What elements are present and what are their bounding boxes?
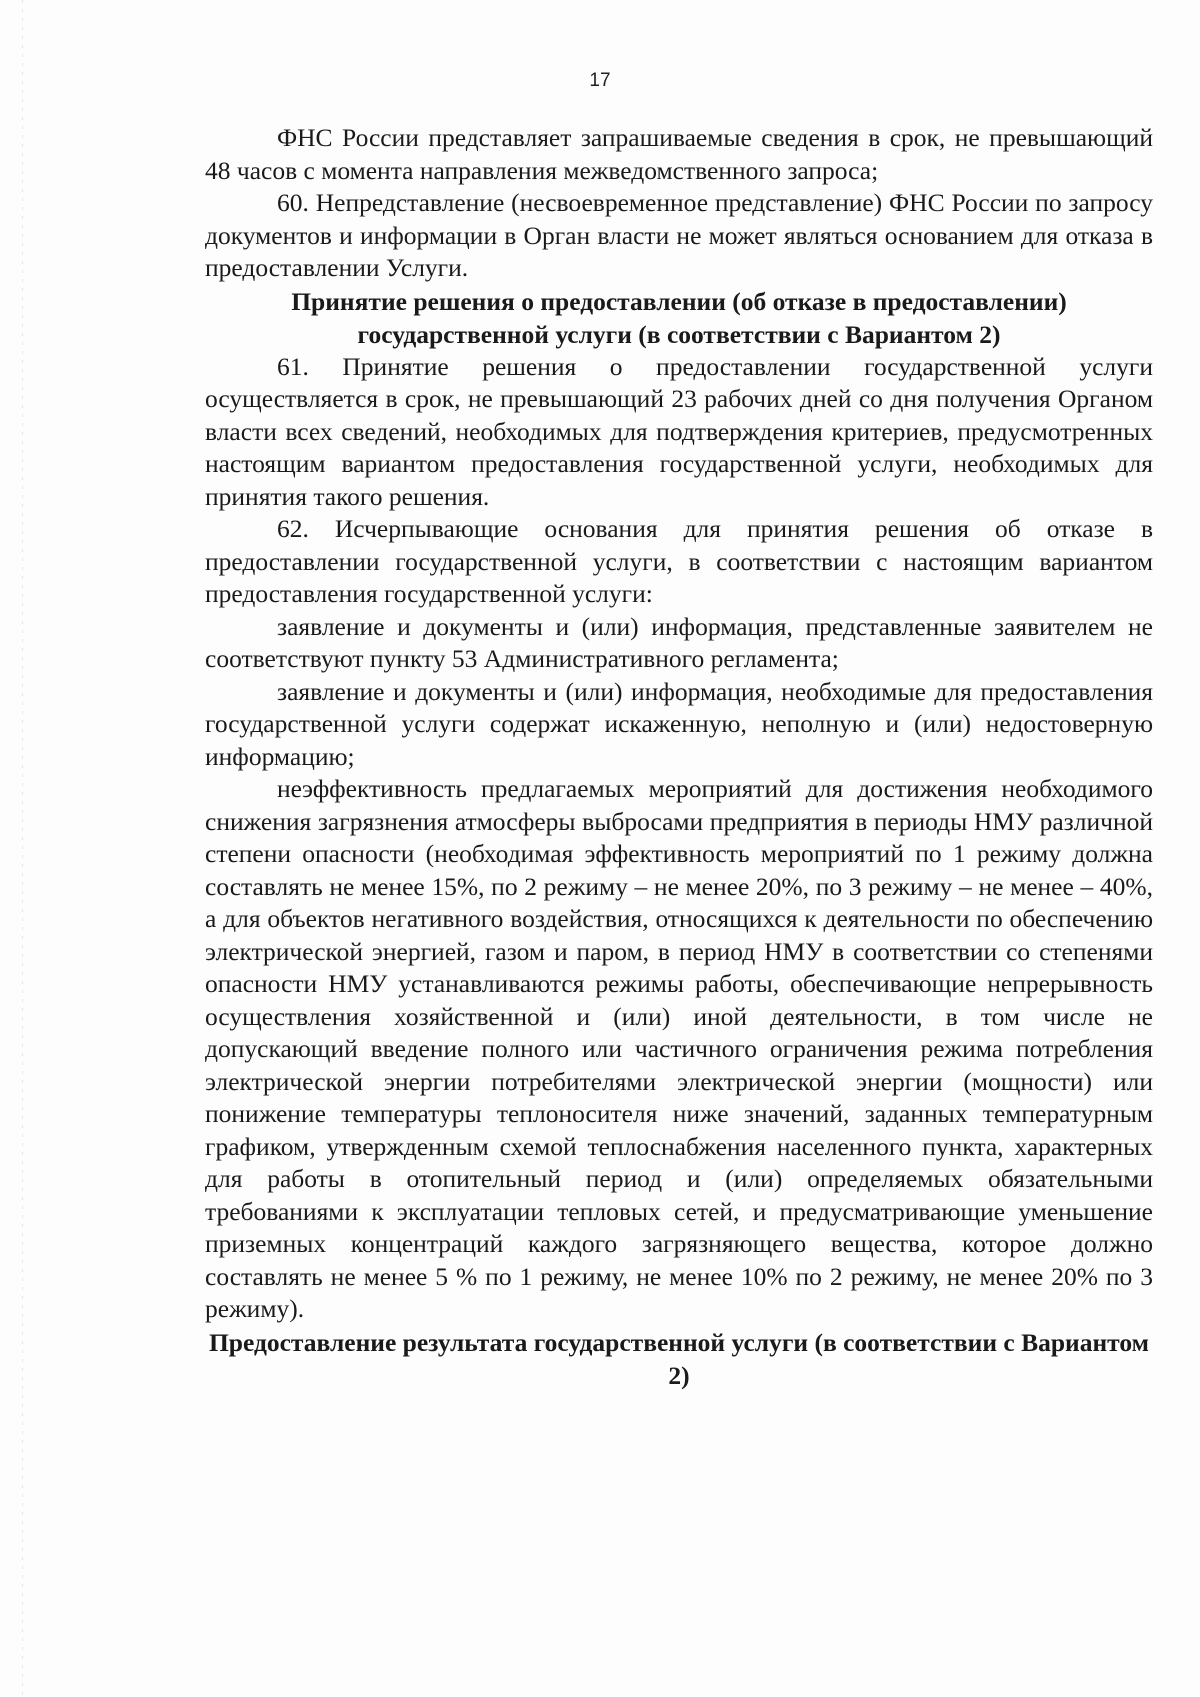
- refusal-ground-3: неэффективность предлагаемых мероприятий для достижения необходимого снижения загрязнения атмосферы выбросами предприятия в периоды НМУ различной степени опасности (необходимая эффективность мероприятий по 1 режиму должна составлять не менее 15%, по 2 режиму – не менее 20%, по 3 режиму – не менее – 40%, а для объектов негативного воздействия, относящихся к деятельности по обеспечению электрической энергией, газом и паром, в период НМУ в соответствии со степенями опасности НМУ устанавливаются режимы работы, обеспечивающие непрерывность осуществления хозяйственной и (или) иной деятельности, в том числе не допускающий введение полного или частичного ограничения режима потребления электрической энергии потребителями электрической энергии (мощности) или понижение температуры теплоносителя ниже значений, заданных температурным графиком, утвержденным схемой теплоснабжения населенного пункта, характерных для работы в отопительный период и (или) определяемых обязательными требованиями к эксплуатации тепловых сетей, и предусматривающие уменьшение приземных концентраций каждого загрязняющего вещества, которое должно составлять не менее 5 % по 1 режиму, не менее 10% по 2 режиму, не менее 20% по 3 режиму).: [205, 774, 1153, 1323]
- paragraph-61: 61. Принятие решения о предоставлении государственной услуги осуществляется в срок, не превышающий 23 рабочих дней со дня получения Органом власти всех сведений, необходимых для подтверждения критериев, предусмотренных настоящим вариантом предоставления государственной услуги, необходимых для принятия такого решения.: [205, 351, 1153, 511]
- document-body: [205, 122, 1153, 1392]
- paragraph-fns-deadline: ФНС России представляет запрашиваемые сведения в срок, не превышающий 48 часов с момента направления межведомственного запроса;: [205, 123, 1153, 185]
- refusal-ground-2: заявление и документы и (или) информация, необходимые для предоставления государственной услуги содержат искаженную, неполную и (или) недостоверную информацию;: [205, 676, 1153, 771]
- paragraph-60: 60. Непредставление (несвоевременное представление) ФНС России по запросу документов и информации в Орган власти не может являться основанием для отказа в предоставлении Услуги.: [205, 188, 1153, 282]
- paragraph-62: 62. Исчерпывающие основания для принятия решения об отказе в предоставлении государственной услуги, в соответствии с настоящим вариантом предоставления государственной услуги:: [205, 514, 1153, 608]
- refusal-ground-1: заявление и документы и (или) информация, представленные заявителем не соответствуют пункту 53 Административного регламента;: [205, 611, 1153, 673]
- scan-edge-artifact: [22, 0, 23, 1697]
- section-heading-decision: Принятие решения о предоставлении (об отказе в предоставлении) государственной услуги (в соответствии с Вариантом 2): [291, 286, 1067, 349]
- page-number: 17: [589, 70, 611, 91]
- section-heading-result: Предоставление результата государственной услуги (в соответствии с Вариантом 2): [208, 1327, 1150, 1390]
